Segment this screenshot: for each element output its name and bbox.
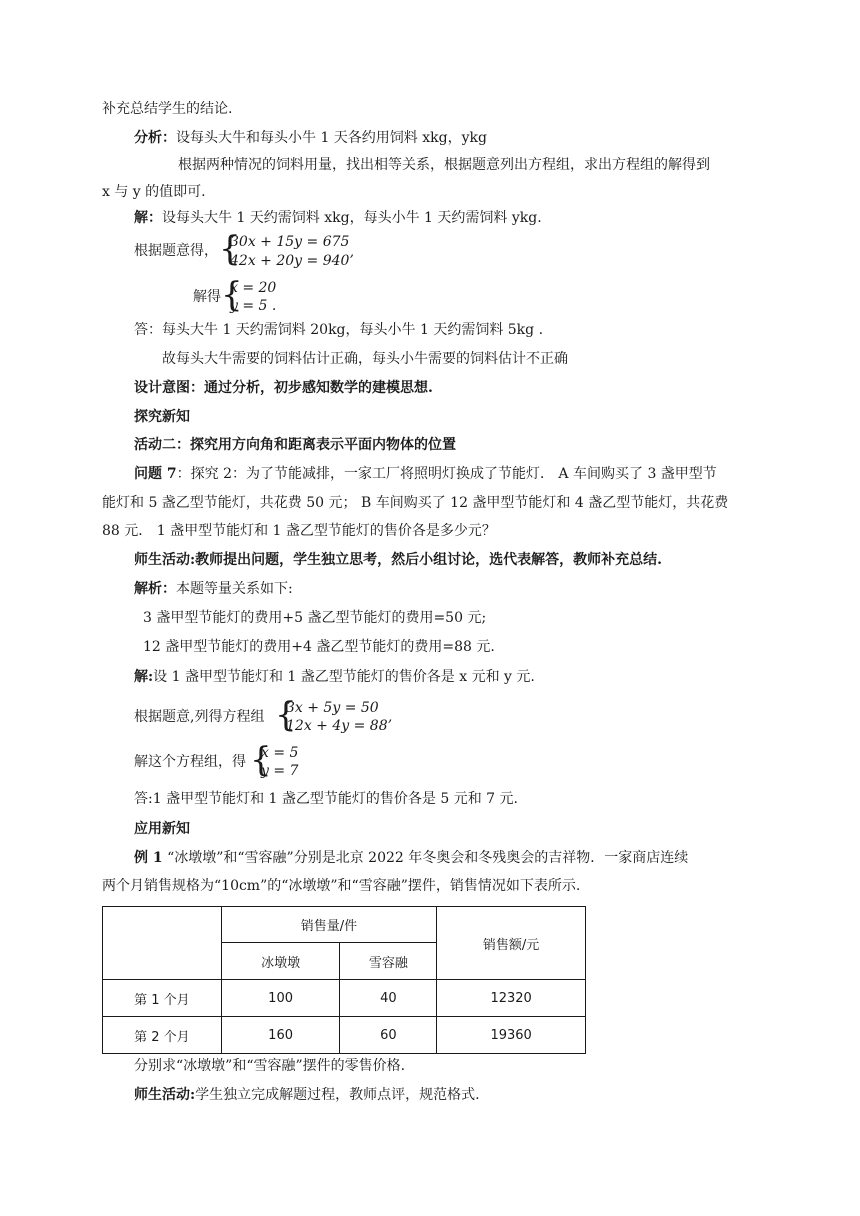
table-corner-cell bbox=[103, 907, 222, 980]
solution-label: 解: bbox=[134, 669, 154, 685]
analysis-label: 解析： bbox=[134, 581, 176, 597]
text-line: 答:1 盏甲型节能灯和 1 盏乙型节能灯的售价各是 5 元和 7 元. bbox=[134, 791, 518, 807]
activity-text: 学生独立完成解题过程，教师点评，规范格式. bbox=[195, 1087, 480, 1103]
equation: 12x + 4y = 88’ bbox=[286, 718, 393, 734]
text-line: 3 盏甲型节能灯的费用+5 盏乙型节能灯的费用=50 元; bbox=[143, 610, 487, 626]
equation: x = 20 bbox=[230, 280, 277, 296]
text-line: 补充总结学生的结论. bbox=[102, 101, 233, 117]
solution-text: 设 1 盏甲型节能灯和 1 盏乙型节能灯的售价各是 x 元和 y 元. bbox=[153, 669, 535, 685]
header-sales-qty: 销售量/件 bbox=[221, 907, 437, 943]
design-intent-text: 通过分析，初步感知数学的建模思想. bbox=[204, 380, 433, 396]
equation: 42x + 20y = 940’ bbox=[230, 253, 354, 269]
teacher-student-activity bbox=[134, 1085, 480, 1105]
equation: y = 5 . bbox=[230, 298, 277, 314]
text-line: 答：每头大牛 1 天约需饲料 20kg，每头小牛 1 天约需饲料 5kg . bbox=[134, 322, 544, 338]
left-brace: { bbox=[250, 740, 272, 780]
left-brace: { bbox=[275, 695, 297, 735]
example-label: 例 1 bbox=[134, 850, 163, 866]
text-line: 故每头大牛需要的饲料估计正确，每头小牛需要的饲料估计不正确 bbox=[162, 351, 568, 367]
analysis-text: 设每头大牛和每头小牛 1 天各约用饲料 xkg，ykg bbox=[176, 130, 487, 146]
activity-label: 师生活动: bbox=[134, 1087, 196, 1103]
solution-label: 解： bbox=[134, 210, 162, 226]
analysis-paragraph bbox=[134, 128, 487, 148]
solution-text: 设每头大牛 1 天约需饲料 xkg，每头小牛 1 天约需饲料 ykg. bbox=[162, 210, 542, 226]
amount-cell: 12320 bbox=[437, 980, 586, 1017]
analysis-label: 分析： bbox=[134, 130, 176, 146]
equation: 3x + 5y = 50 bbox=[286, 700, 379, 716]
text-line: 两个月销售规格为“10cm”的“冰墩墩”和“雪容融”摆件，销售情况如下表所示. bbox=[102, 878, 581, 894]
teacher-student-activity: 师生活动:教师提出问题，学生独立思考，然后小组讨论，选代表解答，教师补充总结. bbox=[134, 552, 663, 568]
text-line: 88 元． 1 盏甲型节能灯和 1 盏乙型节能灯的售价各是多少元？ bbox=[102, 523, 496, 539]
section-heading: 应用新知 bbox=[134, 821, 190, 837]
problem-label: 问题 7 bbox=[134, 466, 177, 482]
text-line: 12 盏甲型节能灯的费用+4 盏乙型节能灯的费用=88 元. bbox=[143, 639, 495, 655]
value-cell: 160 bbox=[221, 1017, 340, 1054]
header-bingdundun: 冰墩墩 bbox=[221, 943, 340, 980]
table-row bbox=[103, 980, 586, 1017]
analysis-text: 本题等量关系如下: bbox=[176, 581, 293, 597]
value-cell: 40 bbox=[340, 980, 437, 1017]
design-intent-label: 设计意图： bbox=[134, 380, 204, 396]
header-amount: 销售额/元 bbox=[437, 907, 586, 980]
analysis-paragraph bbox=[134, 579, 293, 599]
system-prefix: 根据题意得， bbox=[134, 243, 218, 259]
header-xuerongrong: 雪容融 bbox=[340, 943, 437, 980]
design-intent bbox=[134, 378, 433, 398]
value-cell: 100 bbox=[221, 980, 340, 1017]
text-line: 根据两种情况的饲料用量，找出相等关系，根据题意列出方程组，求出方程组的解得到 bbox=[178, 157, 710, 173]
system-prefix: 解这个方程组，得 bbox=[134, 754, 246, 770]
example-text: “冰墩墩”和“雪容融”分别是北京 2022 年冬奥会和冬残奥会的吉祥物．一家商店连续 bbox=[167, 850, 689, 866]
system-prefix: 解得 bbox=[193, 289, 221, 305]
example-paragraph bbox=[134, 848, 688, 868]
activity-heading: 活动二：探究用方向角和距离表示平面内物体的位置 bbox=[134, 437, 456, 453]
equation: x = 5 bbox=[261, 745, 299, 761]
value-cell: 60 bbox=[340, 1017, 437, 1054]
equation: 30x + 15y = 675 bbox=[230, 234, 350, 250]
solution-paragraph bbox=[134, 208, 542, 228]
problem-paragraph bbox=[134, 464, 717, 484]
text-line: x 与 y 的值即可. bbox=[102, 184, 206, 200]
left-brace: { bbox=[221, 275, 243, 315]
month-cell: 第 1 个月 bbox=[103, 980, 222, 1017]
month-cell: 第 2 个月 bbox=[103, 1017, 222, 1054]
text-line: 能灯和 5 盏乙型节能灯，共花费 50 元； B 车间购买了 12 盏甲型节能灯和 4 盏乙型节能灯，共花费 bbox=[102, 495, 729, 511]
amount-cell: 19360 bbox=[437, 1017, 586, 1054]
text-line: 分别求“冰墩墩”和“雪容融”摆件的零售价格. bbox=[134, 1058, 406, 1074]
section-heading: 探究新知 bbox=[134, 409, 190, 425]
solution-paragraph bbox=[134, 667, 535, 687]
equation: y = 7 bbox=[261, 763, 299, 779]
system-prefix: 根据题意,列得方程组 bbox=[134, 709, 265, 725]
sales-table bbox=[102, 906, 586, 1054]
problem-text: ：探究 2：为了节能减排，一家工厂将照明灯换成了节能灯． A 车间购买了 3 盏甲型节 bbox=[176, 466, 717, 482]
left-brace: { bbox=[219, 229, 241, 269]
table-row bbox=[103, 1017, 586, 1054]
